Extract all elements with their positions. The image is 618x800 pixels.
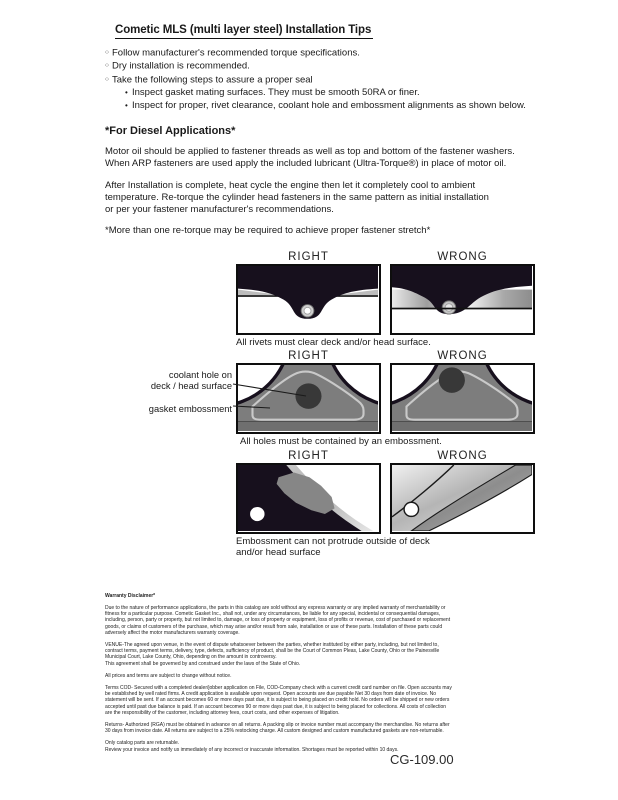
embossment-right-diagram: [236, 463, 381, 534]
gasket-embossment-label: gasket embossment: [148, 404, 232, 415]
legal-paragraph: Due to the nature of performance applications, the parts in this catalog are sold without any express warranty or any implied warranty of merchantability or fitness for a particular purpose. Cometic Gasket Inc., shall not, under any circumstances, be liable for any special, incidental or consequential damages, including, person, party or property, but not limited to, damage, or loss of property or equipment, loss of profits or revenue, cost of purchased or replacement goods, or claims of customers of the purchase, which may arise and/or result from sale, installation or use of these parts. Installation of these parts could adversely affect the motor manufacturers warranty coverage.: [105, 604, 451, 636]
coolant-hole-label: coolant hole on deck / head surface: [150, 370, 232, 392]
diagram-row-rivets: [105, 251, 565, 349]
embossment-wrong-diagram: [390, 463, 535, 534]
rivet-wrong-illustration: [392, 266, 532, 332]
hole-right-illustration: [238, 365, 378, 431]
page-number: CG-109.00: [390, 752, 454, 767]
diagram-headers: [236, 251, 565, 263]
legal-paragraph: Terms COD- Secured with a completed dealer/jobber application on File, COD-Company check with a current credit card number on file. Open accounts may be established by well rated firms. A credit application is available upon request. Open accounts are due payable Net 30 days from date of invoice. No statement will be sent. If an account becomes 60 or more days past due, it is subject to being placed on credit hold. No orders will be shipped or new orders accepted until past due balance is paid. If an account becomes 90 or more days past due, it is subject to being placed for collections. All costs of collection are the responsibility of the customer, including attorney fees, court costs, and other expenses of litigation.: [105, 685, 452, 716]
diesel-section-heading: *For Diesel Applications*: [105, 125, 236, 137]
retorque-note: *More than one re-torque may be required to achieve proper fastener stretch*: [105, 225, 431, 237]
filled-bullet-icon: •: [125, 101, 128, 110]
bullet-text: Inspect for proper, rivet clearance, coolant hole and embossment alignments as shown below.: [132, 100, 526, 111]
diesel-paragraph-2: After Installation is complete, heat cycle the engine then let it completely cool to ambient temperature. Re-torque the cylinder head fasteners in the same pattern as initial installation or per your fastener manufacturer's recommendations.: [105, 179, 489, 216]
rivet-caption: All rivets must clear deck and/or head surface.: [236, 336, 431, 348]
bullet-text: Inspect gasket mating surfaces. They must be smooth 50RA or finer.: [132, 87, 420, 98]
legal-paragraph: Returns- Authorized (RGA) must be obtained in advance on all returns. A packing slip or invoice number must accompany the merchandise. No returns after 30 days from invoice date. All returns are subject to a 25% restocking charge. All custom designed and custom manufactured gaskets are non-returnable.: [105, 722, 450, 735]
diagram-boxes: [236, 463, 565, 534]
diagram-boxes: [236, 264, 565, 335]
warranty-disclaimer: [105, 593, 519, 753]
embossment-wrong-illustration: [392, 465, 532, 531]
bullet-text: Take the following steps to assure a proper seal: [112, 74, 313, 85]
hole-caption: All holes must be contained by an embossment.: [240, 436, 442, 448]
hole-right-diagram: [236, 363, 381, 434]
list-item: [105, 46, 565, 60]
embossment-right-illustration: [238, 465, 378, 531]
filled-bullet-icon: •: [125, 88, 128, 97]
page-title: Cometic MLS (multi layer steel) Installation Tips: [115, 24, 373, 39]
legal-paragraph: VENUE-The agreed upon venue, in the event of dispute whatsoever between the parties, whether instituted by either party, including, but not limited to, contract terms, payment terms, delivery, type, defects, sufficiency of product, shall be the Court of Common Pleas, Lake County, Ohio or the Painesville Municipal Court, Lake County, Ohio, depending on the amount in controversy. This agreement shall be governed by and construed under the laws of the State of Ohio.: [105, 642, 440, 667]
right-label: RIGHT: [288, 350, 329, 363]
rivet-right-illustration: [238, 266, 378, 332]
diagram-headers: [236, 450, 565, 462]
list-sub-item: [125, 86, 565, 99]
callout-labels: [105, 370, 232, 427]
embossment-caption: Embossment can not protrude outside of deck and/or head surface: [236, 535, 430, 559]
diagram-row-embossment: [105, 450, 565, 559]
wrong-label: WRONG: [437, 449, 488, 462]
list-sub-item: [125, 99, 565, 112]
open-circle-bullet-icon: ○: [105, 62, 109, 69]
open-circle-bullet-icon: ○: [105, 48, 109, 56]
bullet-text: Follow manufacturer's recommended torque specifications.: [112, 47, 360, 58]
diagram-row-holes: [105, 350, 565, 448]
open-circle-bullet-icon: ○: [105, 75, 109, 83]
installation-tips-list: [105, 46, 565, 113]
wrong-label: WRONG: [437, 350, 488, 363]
diagram-boxes: [236, 363, 565, 434]
list-item: [105, 73, 565, 87]
hole-wrong-diagram: [390, 363, 535, 434]
diagram-section: [105, 251, 565, 559]
rivet-right-diagram: [236, 264, 381, 335]
page-content: [105, 20, 565, 759]
right-label: RIGHT: [288, 449, 329, 462]
legal-paragraph: All prices and terms are subject to change without notice.: [105, 672, 232, 679]
right-label: RIGHT: [288, 250, 329, 263]
wrong-label: WRONG: [437, 250, 488, 263]
warranty-heading: Warranty Disclaimer*: [105, 592, 156, 599]
legal-paragraph: Only catalog parts are returnable. Review your invoice and notify us immediately of any incorrect or inaccurate information. Shortages must be reported within 10 days.: [105, 740, 399, 753]
list-item: [105, 59, 565, 73]
hole-wrong-illustration: [392, 365, 532, 431]
diesel-paragraph-1: Motor oil should be applied to fastener threads as well as top and bottom of the fastener washers. When ARP fasteners are used apply the included lubricant (Ultra-Torque®) in place of motor oil.: [105, 146, 515, 170]
rivet-wrong-diagram: [390, 264, 535, 335]
diagram-headers: [236, 350, 565, 362]
bullet-text: Dry installation is recommended.: [112, 60, 250, 72]
